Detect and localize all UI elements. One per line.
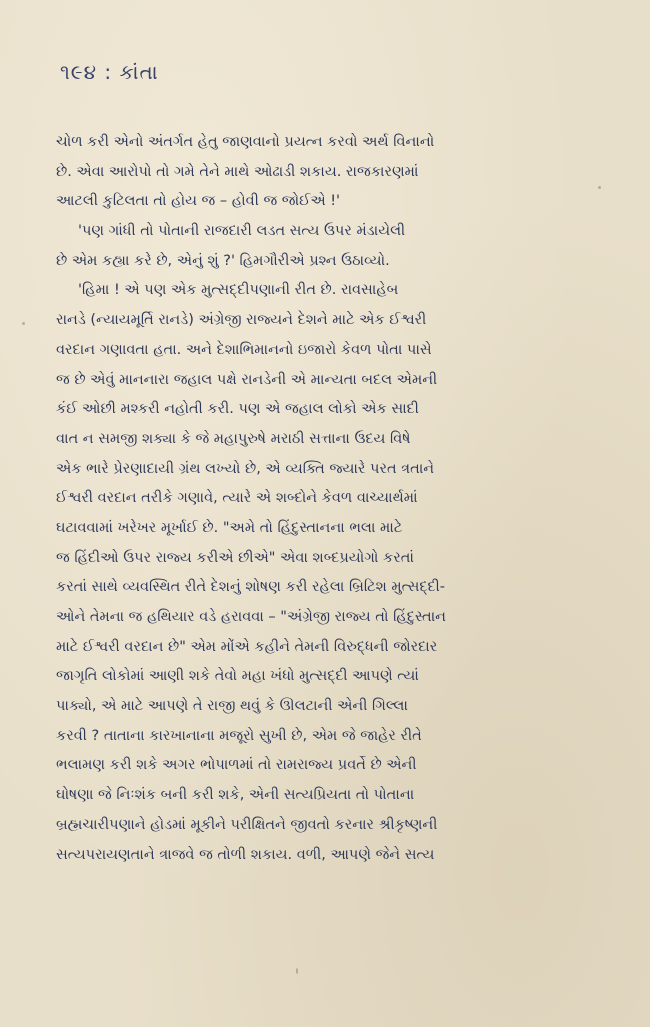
text-line: સત્યપરાયણતાને ત્રાજવે જ તોળી શકાય. વળી, આપણે જેને સત્ય [56,846,435,863]
text-line: ચોળ કરી એનો અંતર્ગત હેતુ જાણવાનો પ્રયત્ન કરવો અર્થ વિનાનો [56,134,435,150]
text-line: ઘોષણા જે નિઃશંક બની કરી શકે, એની સત્યપ્રિયતા તો પોતાના [56,787,415,804]
text-line: પાક્યો, એ માટે આપણે તે રાજી થવું કે ઊલટાની એની ગિલ્લા [56,698,408,715]
text-line: ઈશ્વરી વરદાન તરીકે ગણાવે, ત્યારે એ શબ્દોને કેવળ વાચ્યાર્થમાં [56,490,418,507]
text-line: જ હિંદીઓ ઉપર રાજ્ય કરીએ છીએ" એવા શબ્દપ્રયોગો કરતાં [56,549,414,566]
text-line: છે. એવા આરોપો તો ગમે તેને માથે ઓઢાડી શકાય. રાજકારણમાં [56,163,419,180]
body-text [56,128,616,870]
text-line: આટલી કુટિલતા તો હોય જ – હોવી જ જોઈએ !' [56,193,341,210]
text-line: એક ભારે પ્રેરણાદાયી ગ્રંથ લખ્યો છે, એ વ્યક્તિ જ્યારે પરત ત્રતાને [56,460,435,477]
text-line: જ છે એવું માનનારા જહાલ પક્ષે રાનડેની એ માન્યતા બદલ એમની [56,371,438,388]
text-line: વાત ન સમજી શક્યા કે જે મહાપુરુષે મરાઠી સત્તાના ઉદય વિષે [56,430,411,447]
text-line: માટે ઈશ્વરી વરદાન છે" એમ મોંએ કહીને તેમની વિરુદ્ધની જોરદાર [56,638,438,655]
text-line: 'પણ ગાંધી તો પોતાની રાજદારી લડત સત્ય ઉપર મંડાયેલી [78,223,406,240]
page-header: ૧૯૪ : કાંતા [60,60,159,84]
text-line: કરવી ? તાતાના કારખાનાના મજૂરો સુખી છે, એમ જે જાહેર રીતે [56,727,422,744]
paper-speck [598,186,601,189]
text-line: કરતાં સાથે વ્યવસ્થિત રીતે દેશનું શોષણ કરી રહેલા બ્રિટિશ મુત્સદ્દી- [56,579,446,596]
text-line: ભલામણ કરી શકે અગર ભોપાળમાં તો રામરાજ્ય પ્રવર્તે છે એની [56,757,417,774]
text-line: કંઈ ઓછી મશ્કરી નહોતી કરી. પણ એ જહાલ લોકો એક સાદી [56,401,419,418]
text-line: વરદાન ગણાવતા હતા. અને દેશાભિમાનનો ઇજારો કેવળ પોતા પાસે [56,341,432,358]
text-line: 'હિમા ! એ પણ એક મુત્સદ્દીપણાની રીત છે. રાવસાહેબ [78,282,399,299]
text-line: બ્રહ્મચારીપણાને હોડમાં મૂકીને પરીક્ષિતને જીવતો કરનાર શ્રીકૃષ્ણની [56,816,438,833]
text-line: ઓને તેમના જ હથિયાર વડે હરાવવા – "અંગ્રેજી રાજ્ય તો હિંદુસ્તાન [56,609,446,625]
paper-speck [22,322,25,325]
text-line: જાગૃતિ લોકોમાં આણી શકે તેવો મહા ખંધો મુત્સદ્દી આપણે ત્યાં [56,668,419,685]
text-line: છે એમ કહ્યા કરે છે, એનું શું ?' હિમગૌરીએ પ્રશ્ન ઉઠાવ્યો. [56,252,390,269]
text-line: ઘટાવવામાં ખરેખર મૂર્ખાઈ છે. "અમે તો હિંદુસ્તાનના ભલા માટે [56,519,403,536]
text-line: રાનડે (ન્યાયમૂર્તિ રાનડે) અંગ્રેજી રાજ્યને દેશને માટે એક ઈશ્વરી [56,312,427,329]
paper-speck [296,968,298,974]
